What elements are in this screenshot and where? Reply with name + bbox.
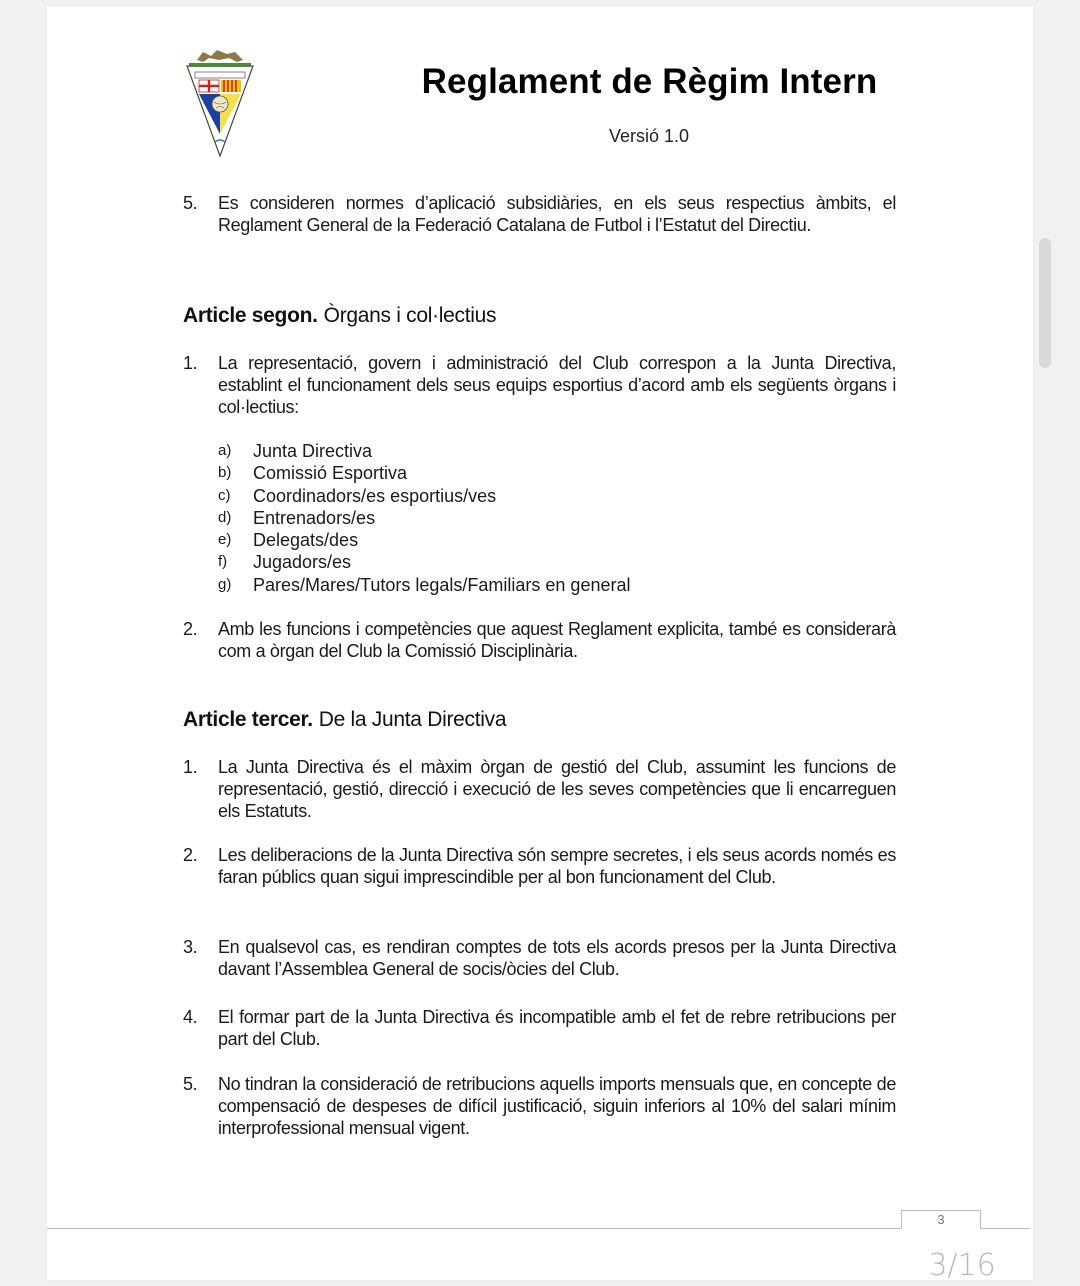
item-text: La Junta Directiva és el màxim òrgan de gestió del Club, assumint les funcions de representació, gestió, direcció i execució de les seves competències que li encarreguen els Estatuts. [218, 757, 896, 821]
list-item [183, 551, 896, 573]
document-page [47, 6, 1033, 1283]
article-title: De la Junta Directiva [318, 708, 507, 731]
list-text: Jugadors/es [253, 552, 352, 573]
article-3-item-5 [183, 1073, 896, 1139]
club-crest-icon [183, 46, 257, 158]
document-title: Reglament de Règim Intern [421, 62, 878, 101]
list-label: b) [218, 464, 232, 482]
item-number: 2. [183, 845, 198, 865]
item-text: En qualsevol cas, es rendiran comptes de tots els acords presos per la Junta Directiva davant l’Assemblea General de socis/òcies del Club. [218, 937, 896, 979]
list-text: Junta Directiva [253, 441, 373, 461]
article-label: Article segon. [183, 304, 318, 327]
item-number: 3. [183, 937, 198, 957]
article-3-heading [183, 707, 896, 733]
article-label: Article tercer. [183, 708, 313, 731]
list-text: Pares/Mares/Tutors legals/Familiars en general [253, 574, 631, 595]
article-3-item-1 [183, 756, 896, 822]
page-indicator: 3/16 [928, 1248, 996, 1283]
item-number: 5. [183, 193, 198, 213]
list-label: d) [218, 508, 232, 526]
article-3-item-3 [183, 936, 896, 980]
article-title: Òrgans i col·lectius [323, 304, 497, 327]
article-3-item-4 [183, 1006, 896, 1050]
list-text: Delegats/des [253, 530, 359, 551]
list-text: Comissió Esportiva [253, 463, 408, 484]
document-version: Versió 1.0 [608, 126, 690, 146]
intro-item [183, 192, 896, 236]
article-2-heading [183, 303, 896, 329]
article-2-item-1 [183, 352, 896, 418]
page-divider [47, 1228, 1030, 1229]
item-text: La representació, govern i administració del Club correspon a la Junta Directiva, establint el funcionament dels seus equips esportius d’acord amb els següents òrgans i col·lectius: [218, 353, 896, 417]
list-label: f) [218, 553, 228, 571]
list-text: Coordinadors/es esportius/ves [253, 485, 497, 506]
page-number-tab: 3 [901, 1210, 981, 1229]
item-number: 2. [183, 619, 198, 639]
article-3-item-2 [183, 844, 896, 888]
item-number: 5. [183, 1074, 198, 1094]
item-number: 1. [183, 757, 198, 777]
item-text: Amb les funcions i competències que aquest Reglament explicita, també es considerarà com a òrgan del Club la Comissió Disciplinària. [218, 619, 896, 661]
list-label: c) [218, 486, 231, 504]
list-item [183, 462, 896, 484]
list-label: g) [218, 575, 232, 593]
article-2-item-2 [183, 618, 896, 662]
item-text: El formar part de la Junta Directiva és incompatible amb el fet de rebre retribucions per part del Club. [218, 1007, 896, 1049]
list-label: e) [218, 531, 232, 549]
item-number: 4. [183, 1007, 198, 1027]
list-text: Entrenadors/es [253, 507, 376, 528]
item-number: 1. [183, 353, 198, 373]
list-label: a) [218, 442, 232, 459]
vertical-scrollbar[interactable] [1039, 238, 1051, 368]
list-item [183, 485, 896, 507]
list-item [183, 574, 896, 596]
item-text: Es consideren normes d’aplicació subsidiàries, en els seus respectius àmbits, el Reglament General de la Federació Catalana de Futbol i l’Estatut del Directiu. [218, 193, 896, 235]
list-item [183, 507, 896, 529]
item-text: No tindran la consideració de retribucions aquells imports mensuals que, en concepte de compensació de despeses de difícil justificació, siguin inferiors al 10% del salari mínim interprofessional mensual vigent. [218, 1074, 896, 1138]
item-text: Les deliberacions de la Junta Directiva són sempre secretes, i els seus acords només es faran públics quan sigui imprescindible per al bon funcionament del Club. [218, 845, 896, 887]
list-item [183, 440, 896, 462]
list-item [183, 529, 896, 551]
organs-list [183, 440, 896, 596]
